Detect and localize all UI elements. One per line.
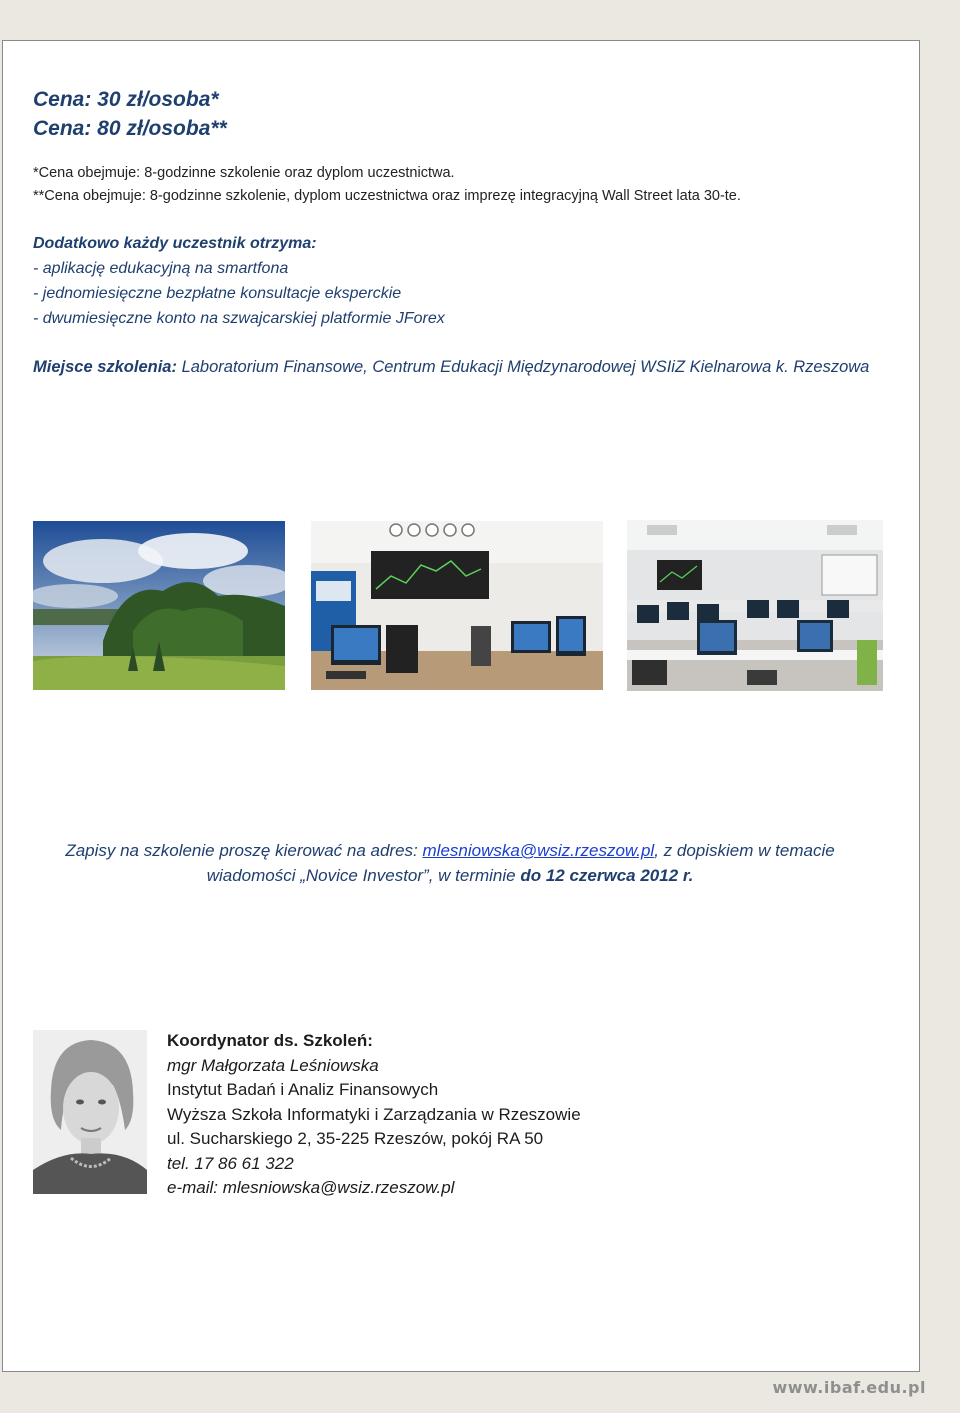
- benefit-item: - jednomiesięczne bezpłatne konsultacje eksperckie: [33, 285, 402, 302]
- portrait-image: [33, 1030, 147, 1194]
- computer-room-image: [627, 520, 883, 691]
- venue-label: Miejsce szkolenia:: [33, 358, 177, 376]
- signup-deadline: do 12 czerwca 2012 r.: [520, 866, 694, 885]
- coordinator-institute: Instytut Badań i Analiz Finansowych: [167, 1080, 439, 1099]
- price-line-1: Cena: 30 zł/osoba*: [33, 88, 219, 111]
- coordinator-address: ul. Sucharskiego 2, 35-225 Rzeszów, pokój RA 50: [167, 1129, 544, 1148]
- price-line-2: Cena: 80 zł/osoba**: [33, 117, 227, 140]
- signup-prefix: Zapisy na szkolenie proszę kierować na adres:: [65, 841, 423, 860]
- coordinator-name: mgr Małgorzata Leśniowska: [167, 1055, 379, 1075]
- computer-room-photo: [627, 520, 883, 691]
- coordinator-block: [167, 1029, 581, 1201]
- price-note-2: **Cena obejmuje: 8-godzinne szkolenie, dyplom uczestnictwa oraz imprezę integracyjną Wall Street lata 30-te.: [33, 188, 741, 204]
- coordinator-phone: tel. 17 86 61 322: [167, 1153, 294, 1173]
- coordinator-photo: [33, 1030, 147, 1194]
- signup-email-link[interactable]: mlesniowska@wsiz.rzeszow.pl: [422, 841, 655, 860]
- venue-text: Laboratorium Finansowe, Centrum Edukacji Międzynarodowej WSIiZ Kielnarowa k. Rzeszowa: [176, 358, 870, 376]
- signup-block: [30, 838, 870, 888]
- landscape-image: [33, 521, 285, 690]
- price-notes: [33, 162, 741, 208]
- benefit-item: - aplikację edukacyjną na smartfona: [33, 260, 289, 277]
- coordinator-title: Koordynator ds. Szkoleń:: [167, 1031, 373, 1050]
- signup-middle: , z dopiskiem w temacie wiadomości „Novice Investor”, w terminie: [206, 841, 835, 885]
- benefit-item: - dwumiesięczne konto na szwajcarskiej platformie JForex: [33, 310, 445, 327]
- trading-lab-photo: [311, 521, 603, 690]
- coordinator-email[interactable]: e-mail: mlesniowska@wsiz.rzeszow.pl: [167, 1178, 455, 1197]
- coordinator-school: Wyższa Szkoła Informatyki i Zarządzania w Rzeszowie: [167, 1104, 581, 1124]
- venue-block: [33, 355, 883, 380]
- landscape-photo: [33, 521, 285, 690]
- prices-block: [33, 85, 227, 143]
- footer-url[interactable]: www.ibaf.edu.pl: [772, 1378, 926, 1397]
- price-note-1: *Cena obejmuje: 8-godzinne szkolenie oraz dyplom uczestnictwa.: [33, 165, 455, 181]
- benefits-heading: Dodatkowo każdy uczestnik otrzyma:: [33, 235, 317, 252]
- benefits-block: [33, 231, 445, 331]
- trading-lab-image: [311, 521, 603, 690]
